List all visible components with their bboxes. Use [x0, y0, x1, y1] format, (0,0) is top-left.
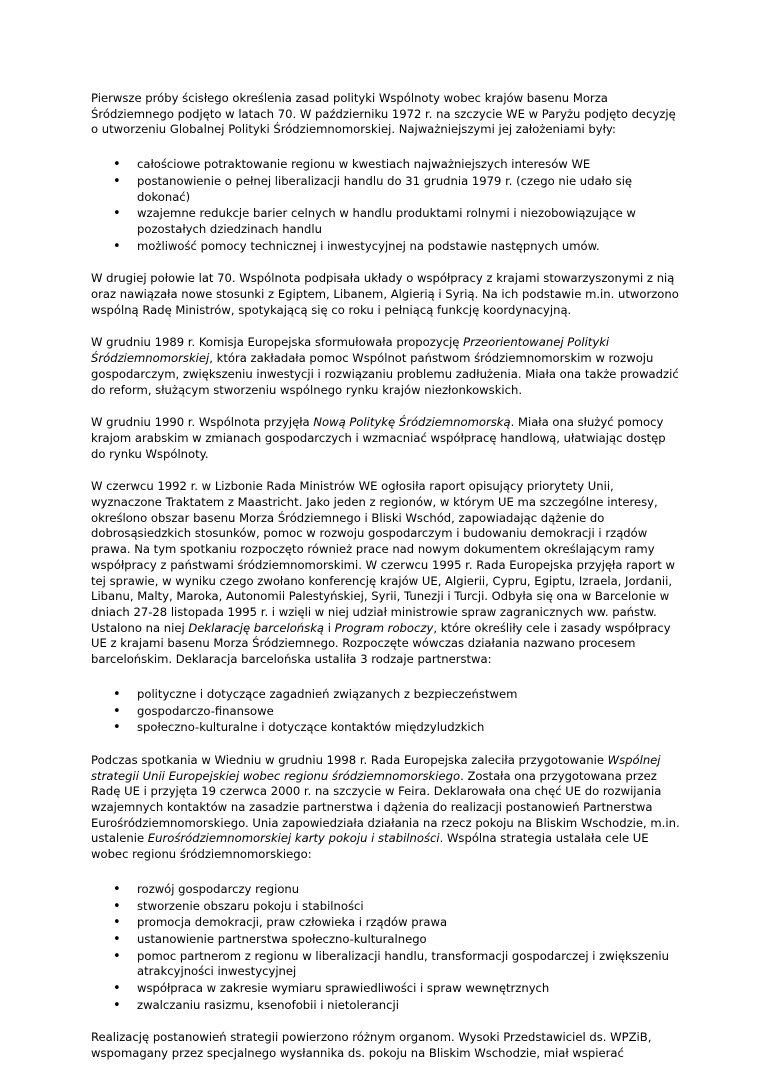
- bullet-list-2: [91, 687, 681, 736]
- paragraph-3: [91, 335, 681, 398]
- text-run: W czerwcu 1992 r. w Lizbonie Rada Ministrów WE ogłosiła raport opisujący priorytety Unii, wyznaczone Traktatem z Maastricht. Jako jeden z regionów, w którym UE ma szczególne interesy, określono obszar basenu Morza Śródziemnego i Bliski Wschód, zapowiadając dążenie do dobrosąsiedzkich stosunków, pomoc w rozwoju gospodarczym i budowaniu demokracji i rządów prawa. Na tym spotkaniu rozpoczęto również prace nad nowym dokumentem określającym ramy współpracy z państwami śródziemnomorskimi. W czerwcu 1995 r. Rada Europejska przyjęła raport w tej sprawie, w wyniku czego zwołano konferencję krajów UE, Algierii, Cypru, Egiptu, Izraela, Jordanii, Libanu, Malty, Maroka, Autonomii Palestyńskiej, Syrii, Tunezji i Turcji. Odbyła się ona w Barcelonie w dniach 27-28 listopada 1995 r. i wzięli w niej udział ministrowie spraw zagranicznych ww. państw. Ustalono na niej: [91, 479, 675, 635]
- italic-title: Deklarację barcelońską: [188, 620, 325, 635]
- list-item: • rozwój gospodarczy regionu: [91, 882, 681, 898]
- italic-title: Program roboczy: [334, 620, 434, 635]
- text-run: Podczas spotkania w Wiedniu w grudniu 1998 r. Rada Europejska zaleciła przygotowanie: [91, 752, 608, 767]
- text-run: W grudniu 1990 r. Wspólnota przyjęła: [91, 415, 314, 430]
- list-item: • stworzenie obszaru pokoju i stabilności: [91, 899, 681, 915]
- list-item: • współpraca w zakresie wymiaru sprawiedliwości i spraw wewnętrznych: [91, 981, 681, 997]
- text-run: . Została ona przygotowana przez Radę UE i przyjęta 19 czerwca 2000 r. na szczycie w Feira. Deklarowała ona chęć UE do rozwijania wzajemnych kontaktów na zasadzie partnerstwa i dążenia do realizacji postanowień Partnerstwa Eurośródziemnomorskiego. Unia zapowiedziała działania na rzecz pokoju na Bliskim Wschodzie, m.in. ustalenie: [91, 768, 680, 846]
- bullet-list-1: [91, 157, 681, 254]
- italic-title: Przeorientowanej Polityki Śródziemnomorskiej: [91, 335, 610, 366]
- list-item: • ustanowienie partnerstwa społeczno-kulturalnego: [91, 932, 681, 948]
- text-run: , które określiły cele i zasady współpracy UE z krajami basenu Morza Śródziemnego. Rozpoczęte wówczas działania nazwano procesem barcelońskim. Deklaracja barcelońska ustaliła 3 rodzaje partnerstwa:: [91, 620, 671, 667]
- text-run: . Wspólna strategia ustalała cele UE wobec regionu śródziemnomorskiego:: [91, 831, 649, 862]
- italic-title: Wspólnej strategii Unii Europejskiej wobec regionu śródziemnomorskiego: [91, 752, 661, 783]
- italic-title: Eurośródziemnomorskiej karty pokoju i stabilności: [147, 831, 440, 846]
- list-item: • polityczne i dotyczące zagadnień związanych z bezpieczeństwem: [91, 687, 681, 703]
- text-run: , która zakładała pomoc Wspólnot państwom śródziemnomorskim w rozwoju gospodarczym, zwiększeniu inwestycji i rozwiązaniu problemu zadłużenia. Miała ona także prowadzić do reform, służącym stworzeniu wspólnego rynku krajów niezłonkowskich.: [91, 351, 679, 397]
- paragraph-4: [91, 415, 681, 462]
- text-run: i: [324, 620, 335, 635]
- paragraph-2: W drugiej połowie lat 70. Wspólnota podpisała układy o współpracy z krajami stowarzyszonymi z nią oraz nawiązała nowe stosunki z Egiptem, Libanem, Algierią i Syrią. Na ich podstawie m.in. utworzono wspólną Radę Ministrów, spotykającą się co roku i pełniącą funkcję koordynacyjną.: [91, 271, 679, 317]
- text-run: . Miała ona służyć pomocy krajom arabskim w zmianach gospodarczych i wzmacniać współpracę handlową, ułatwiając dostęp do rynku Wspólnoty.: [91, 415, 666, 461]
- paragraph-7: Realizację postanowień strategii powierzono różnym organom. Wysoki Przedstawiciel ds. WPZiB, wspomagany przez specjalnego wysłannika ds. pokoju na Bliskim Wschodzie, miał wspierać: [91, 1030, 652, 1061]
- text-run: W grudniu 1989 r. Komisja Europejska sformułowała propozycję: [91, 335, 464, 350]
- list-item: • promocja demokracji, praw człowieka i rządów prawa: [91, 915, 681, 931]
- paragraph-5: [91, 479, 681, 667]
- list-item: • całościowe potraktowanie regionu w kwestiach najważniejszych interesów WE: [91, 157, 681, 173]
- document-body: [91, 91, 681, 1079]
- list-item: • społeczno-kulturalne i dotyczące kontaktów międzyludzkich: [91, 720, 681, 736]
- list-item: • gospodarczo-finansowe: [91, 704, 681, 720]
- list-item: • pomoc partnerom z regionu w liberalizacji handlu, transformacji gospodarczej i zwiększeniu atrakcyjności inwestycyjnej: [91, 949, 681, 980]
- list-item: • możliwość pomocy technicznej i inwestycyjnej na podstawie następnych umów.: [91, 239, 681, 255]
- bullet-list-3: [91, 882, 681, 1014]
- italic-title: Nową Politykę Śródziemnomorską: [313, 415, 511, 430]
- list-item: • wzajemne redukcje barier celnych w handlu produktami rolnymi i niezobowiązujące w pozostałych dziedzinach handlu: [91, 206, 681, 237]
- list-item: • zwalczaniu rasizmu, ksenofobii i nietolerancji: [91, 998, 681, 1014]
- paragraph-1: Pierwsze próby ścisłego określenia zasad polityki Wspólnoty wobec krajów basenu Morza Śródziemnego podjęto w latach 70. W październiku 1972 r. na szczycie WE w Paryżu podjęto decyzję o utworzeniu Globalnej Polityki Śródziemnomorskiej. Najważniejszymi jej założeniami były:: [91, 91, 676, 137]
- paragraph-6: [91, 753, 681, 863]
- list-item: • postanowienie o pełnej liberalizacji handlu do 31 grudnia 1979 r. (czego nie udało się dokonać): [91, 174, 681, 205]
